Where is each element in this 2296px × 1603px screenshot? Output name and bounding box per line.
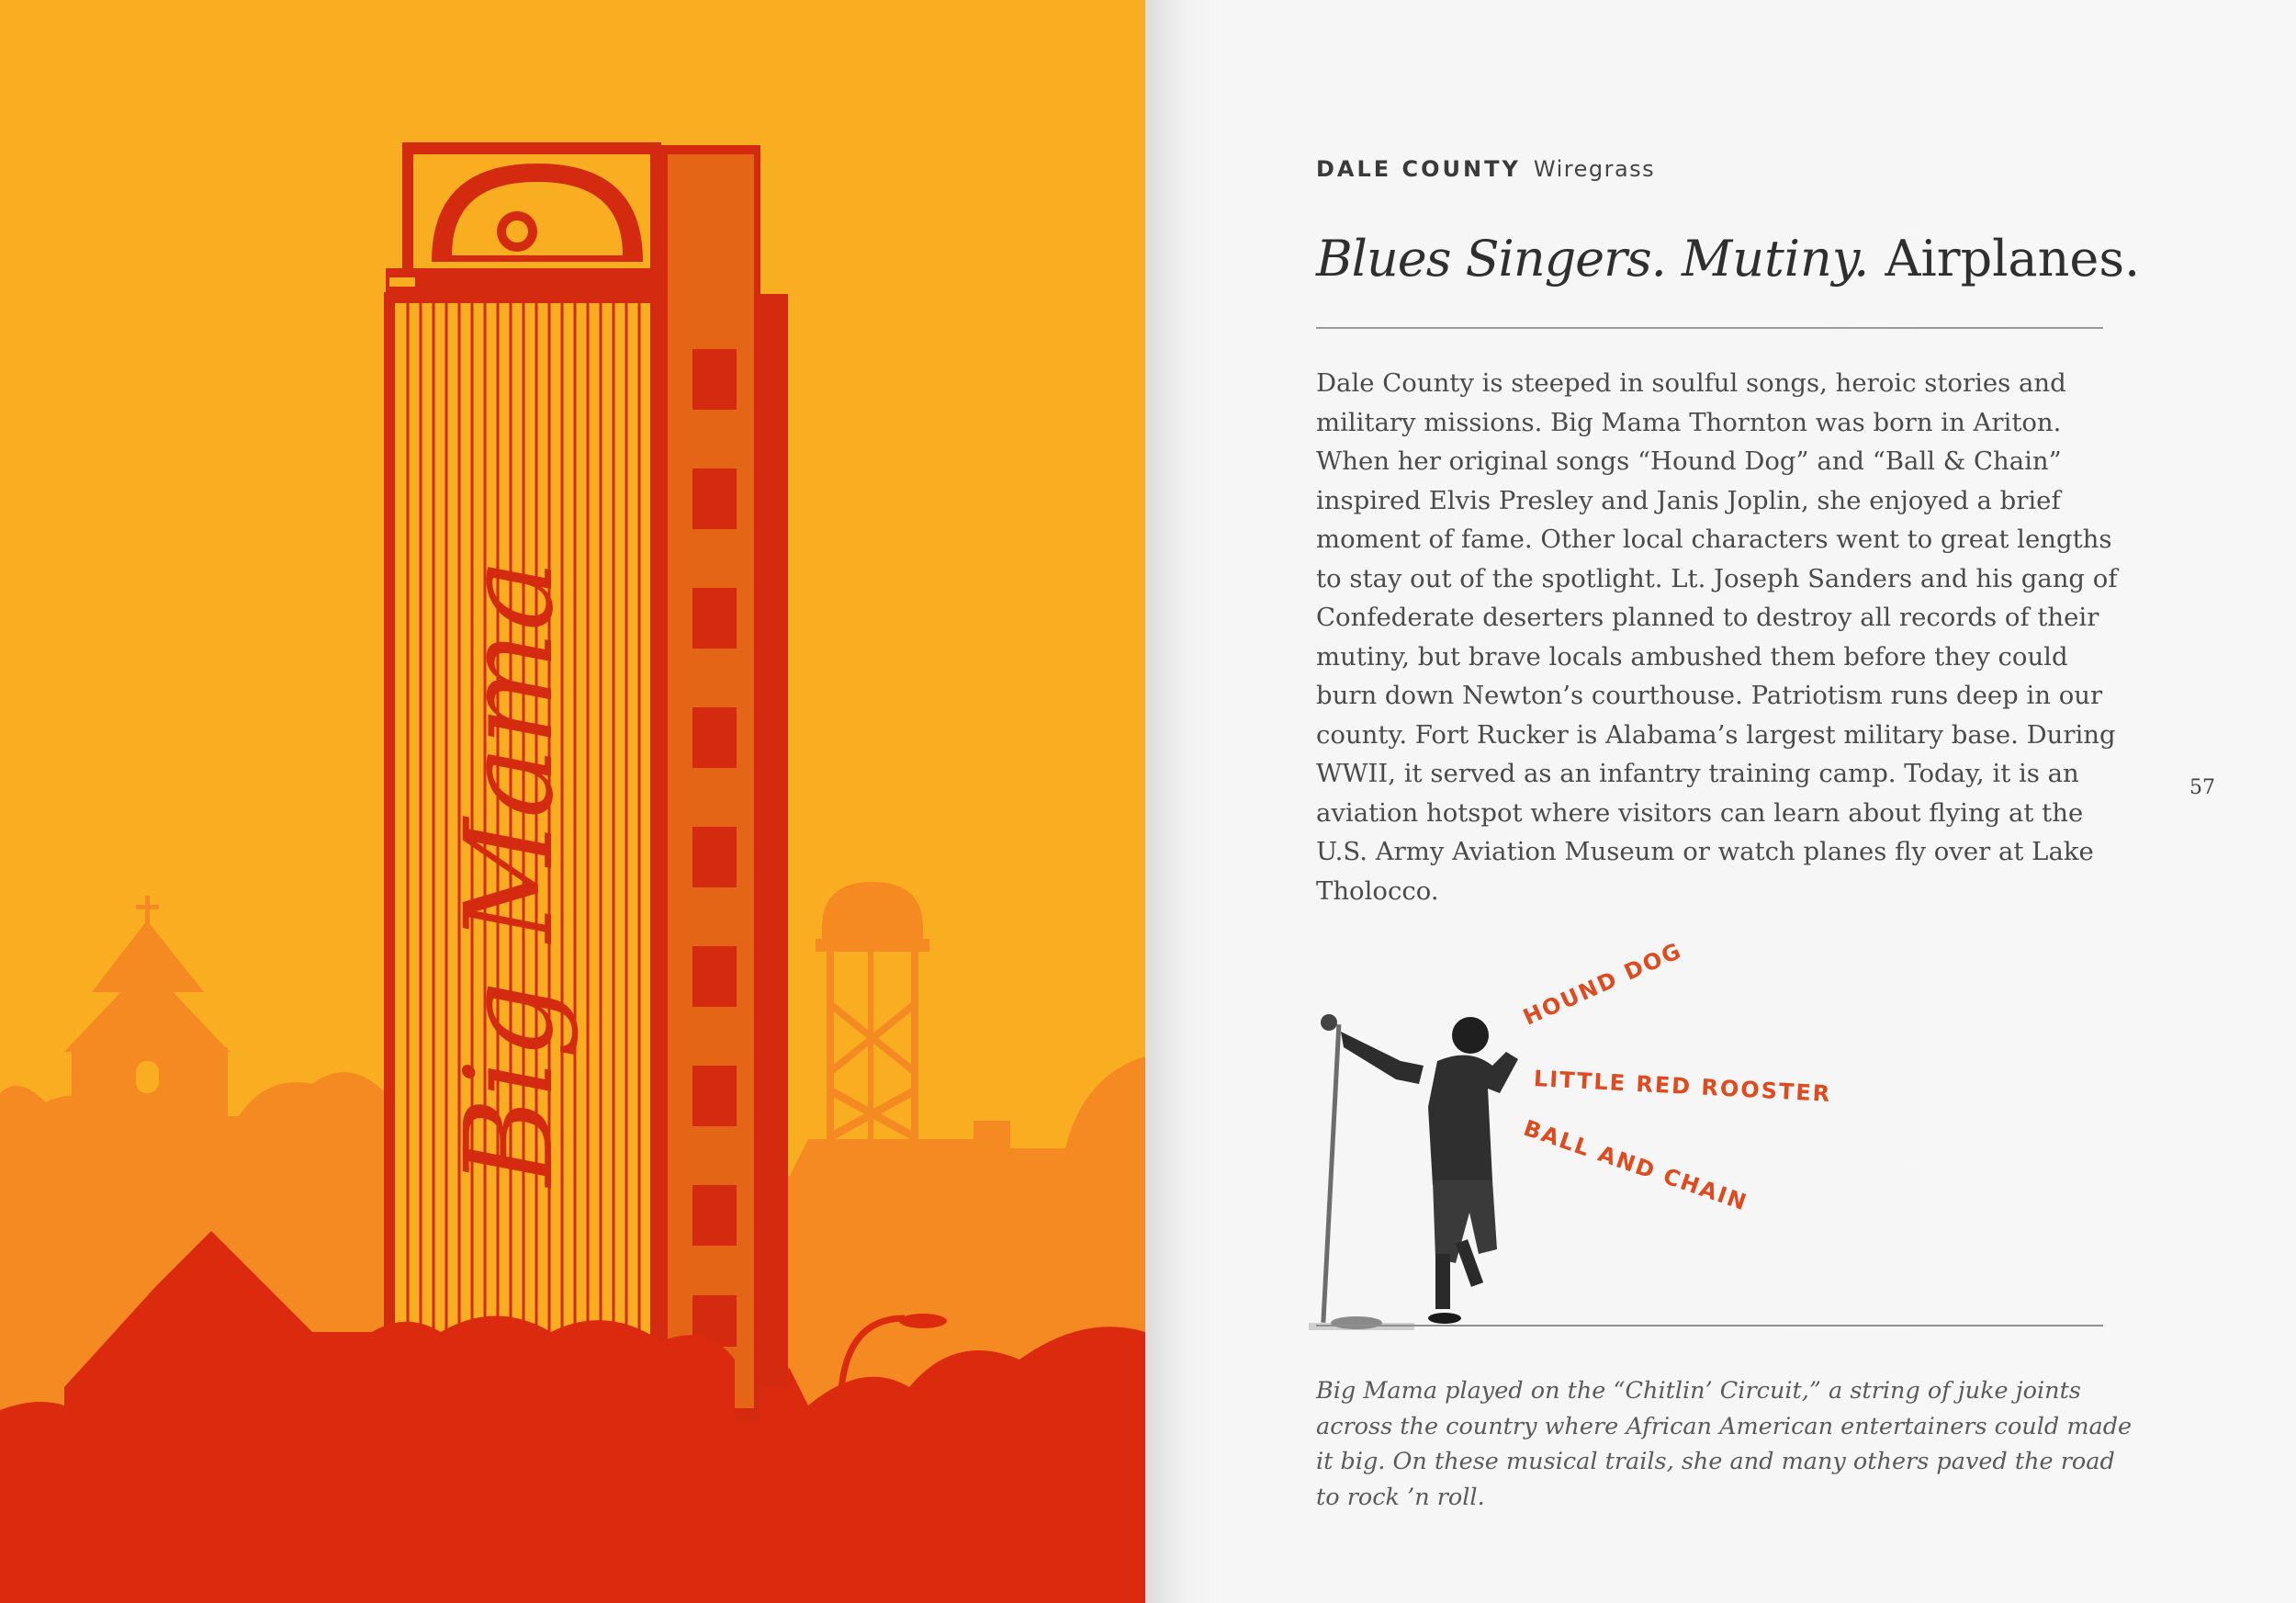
song-label-ball-and-chain: BALL AND CHAIN <box>1520 1114 1751 1216</box>
skyline-illustration <box>0 0 1145 1603</box>
tower-windows <box>692 349 737 1347</box>
song-label-little-red-rooster: LITTLE RED ROOSTER <box>1533 1066 1832 1107</box>
water-tower <box>816 882 929 1145</box>
photo-caption: Big Mama played on the “Chitlin’ Circuit,” a string of juke joints across the country where African American entertainers could made it big. On these musical trails, she and many others paved the road to rock ’n roll. <box>1316 1377 2133 1511</box>
left-page-illustration <box>0 0 1145 1603</box>
song-label-hound-dog: HOUND DOG <box>1519 937 1686 1031</box>
body-paragraph: Dale County is steeped in soulful songs, heroic stories and military missions. Big Mama Thornton was born in Ariton. When her original songs “Hound Dog” and “Ball & Chain” inspired Elvis Presley and Janis Joplin, she enjoyed a brief moment of fame. Other local characters went to great lengths to stay out of the spotlight. Lt. Joseph Sanders and his gang of Confederate deserters planned to destroy all records of their mutiny, but brave locals ambushed them before they could burn down Newton’s courthouse. Patriotism runs deep in our county. Fort Rucker is Alabama’s largest military base. During WWII, it served as an infantry training camp. Today, it is an aviation hotspot where visitors can learn about flying at the U.S. Army Aviation Museum or watch planes fly over at Lake Tholocco. <box>1316 368 2118 906</box>
title-part-mutiny: Mutiny. <box>1682 230 1870 288</box>
tower-sign-text: Big Mama <box>439 559 580 1187</box>
region-name: Wiregrass <box>1533 156 1656 182</box>
section-header <box>1316 156 1655 182</box>
title-divider <box>1316 327 2103 329</box>
page-title <box>1316 230 2140 288</box>
photo-baseline-rule <box>1316 1325 2103 1326</box>
title-part-blues-singers: Blues Singers. <box>1316 230 1666 288</box>
church-window <box>136 1061 159 1093</box>
title-part-airplanes: Airplanes. <box>1885 230 2141 288</box>
county-name: DALE COUNTY <box>1316 156 1521 182</box>
page-number: 57 <box>2189 776 2215 799</box>
foreground-trees <box>349 1316 735 1603</box>
singer-photo <box>1309 997 1520 1332</box>
